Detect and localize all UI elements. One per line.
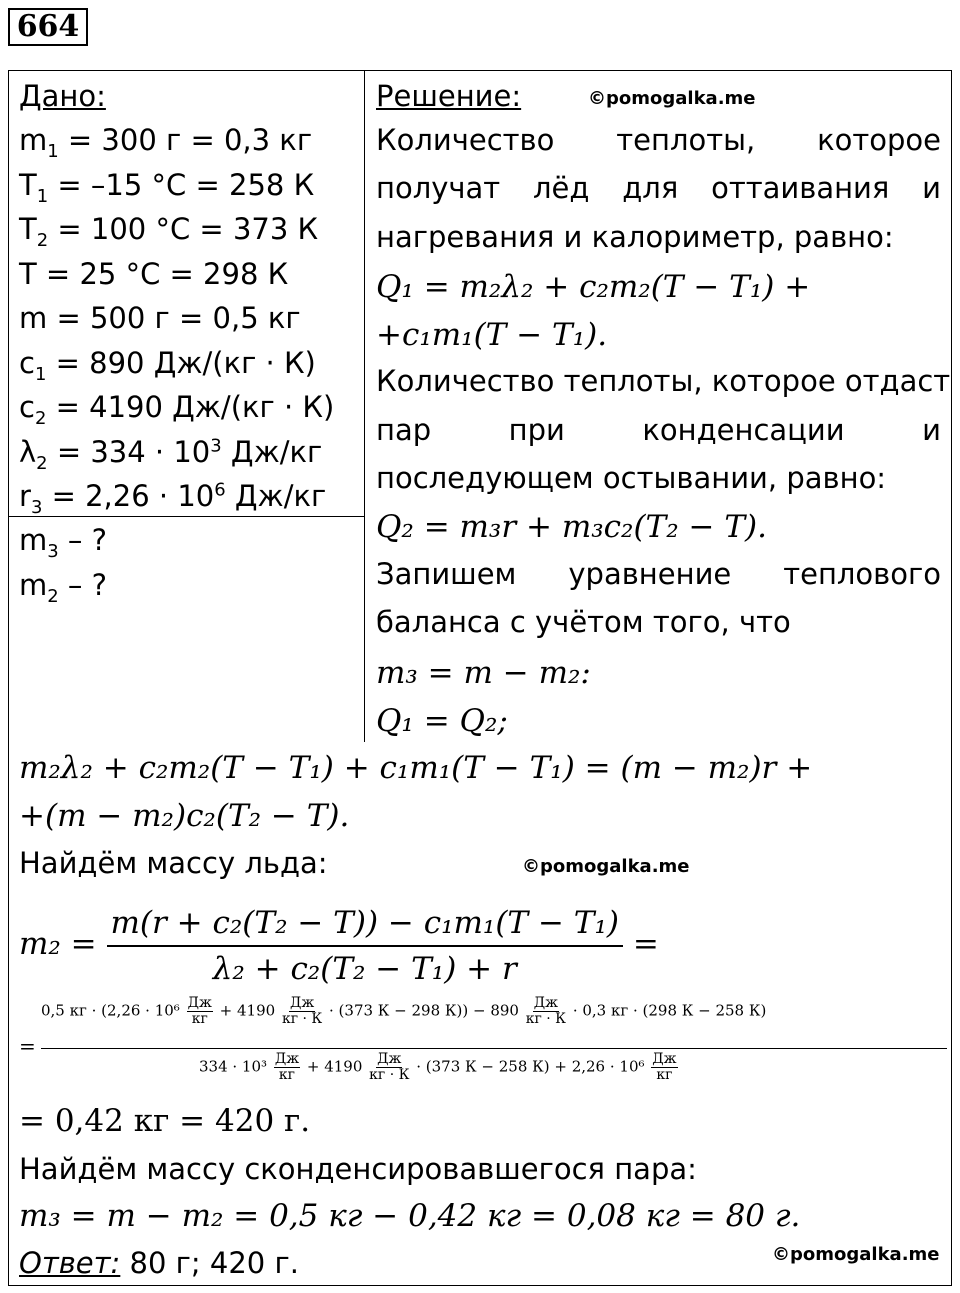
find-steam-text: Найдём массу сконденсировавшегося пара: xyxy=(19,1152,697,1186)
find-line-b: – ? xyxy=(58,567,108,602)
unit-num: Дж xyxy=(533,995,559,1011)
equation-m2-formula xyxy=(19,898,659,991)
answer-label: Ответ: xyxy=(19,1246,121,1280)
given-line xyxy=(19,474,326,518)
given-line-s: 3 xyxy=(30,496,43,518)
word: и xyxy=(922,413,941,447)
given-line xyxy=(19,430,322,474)
equation-m3-relation: m₃ = m − m₂: xyxy=(376,655,591,691)
unit-fraction xyxy=(526,996,566,1027)
word: оттаивания xyxy=(711,171,890,205)
solution-heading: Решение: xyxy=(376,79,522,113)
watermark: ©pomogalka.me xyxy=(588,88,756,109)
unit-num: Дж xyxy=(377,1051,402,1067)
num-part-c: · (373 К − 298 К)) − 890 xyxy=(329,1001,519,1020)
given-line-a: m = 500 г = 0,5 кг xyxy=(19,301,301,335)
word: пар xyxy=(376,413,432,447)
m2-denominator: λ₂ + c₂(T₂ − T₁) + r xyxy=(212,950,517,987)
paragraph-1-line-2 xyxy=(376,164,941,212)
given-line-a: T xyxy=(19,212,37,246)
word: уравнение xyxy=(568,557,732,591)
m2-equals: = xyxy=(632,926,659,962)
given-line-a: c xyxy=(19,390,35,424)
word: и xyxy=(922,171,941,205)
num-part-b: + 4190 xyxy=(219,1001,276,1020)
unit-fraction xyxy=(651,1052,677,1083)
unit-fraction xyxy=(369,1052,409,1083)
den-part-c: · (373 К − 258 К) + 2,26 · 10⁶ xyxy=(416,1057,645,1076)
given-line-a: r xyxy=(19,479,31,513)
watermark: ©pomogalka.me xyxy=(522,856,690,877)
given-line xyxy=(19,207,318,251)
paragraph-2-line-3: последующем остывании, равно: xyxy=(376,461,887,495)
unit-den: кг · К xyxy=(281,1011,323,1027)
find-line xyxy=(19,518,107,562)
given-line xyxy=(19,296,301,340)
unit-fraction xyxy=(282,996,322,1027)
given-line xyxy=(19,118,312,162)
given-line-s: 2 xyxy=(34,407,47,429)
unit-num: Дж xyxy=(187,995,212,1011)
watermark: ©pomogalka.me xyxy=(772,1244,940,1265)
unit-fraction xyxy=(187,996,213,1027)
find-line-a: m xyxy=(19,523,48,557)
m2-fraction xyxy=(107,901,623,991)
paragraph-1-line-1 xyxy=(376,116,941,164)
given-line-c: Дж/кг xyxy=(225,479,327,513)
given-line-a: λ xyxy=(19,434,37,469)
unit-num: Дж xyxy=(652,1051,677,1067)
equation-q1-part2: +c₁m₁(T − T₁). xyxy=(376,317,608,353)
given-line-s: 1 xyxy=(36,185,49,207)
given-line-p: 3 xyxy=(210,434,222,456)
given-line-a: c xyxy=(19,345,35,380)
given-line xyxy=(19,385,334,429)
unit-fraction xyxy=(274,1052,300,1083)
given-line-b: = –15 °C = 258 К xyxy=(48,167,315,202)
paragraph-3-line-2: баланса с учётом того, что xyxy=(376,605,791,639)
given-line-b: = 300 г = 0,3 кг xyxy=(58,123,313,157)
unit-den: кг xyxy=(278,1067,295,1083)
find-line-a: m xyxy=(19,567,48,602)
find-line xyxy=(19,563,107,607)
answer-line xyxy=(19,1241,299,1285)
word: лёд xyxy=(533,171,590,205)
given-line-a: m xyxy=(19,123,48,157)
den-part-b: + 4190 xyxy=(306,1057,363,1076)
substitution-denominator xyxy=(199,1052,680,1083)
given-line-p: 6 xyxy=(214,479,226,501)
word: Запишем xyxy=(376,557,517,591)
given-line-b: = 100 °C = 373 К xyxy=(48,212,319,246)
answer-value: 80 г; 420 г. xyxy=(120,1246,299,1280)
equation-heat-balance: Q₁ = Q₂; xyxy=(376,703,508,739)
num-part-d: · 0,3 кг · (298 К − 258 К) xyxy=(572,1001,767,1020)
word: которое xyxy=(817,123,941,157)
result-m2: = 0,42 кг = 420 г. xyxy=(19,1103,311,1139)
find-ice-text: Найдём массу льда: xyxy=(19,846,328,880)
given-line-c: Дж/кг xyxy=(221,434,323,469)
given-heading: Дано: xyxy=(19,79,106,113)
equation-q1-part1: Q₁ = m₂λ₂ + c₂m₂(T − T₁) + xyxy=(376,269,811,305)
given-line-b: = 334 · 10 xyxy=(47,434,211,469)
paragraph-3-line-1 xyxy=(376,550,941,598)
substitution-equals: = xyxy=(19,1034,36,1058)
unit-num: Дж xyxy=(289,995,315,1011)
word: при xyxy=(508,413,565,447)
problem-number: 664 xyxy=(8,8,88,46)
m2-lhs: m₂ = xyxy=(19,926,97,962)
unit-num: Дж xyxy=(274,1051,300,1067)
given-line-s: 2 xyxy=(36,452,48,474)
den-part-a: 334 · 10³ xyxy=(199,1057,268,1076)
find-line-s: 3 xyxy=(47,540,59,562)
unit-den: кг xyxy=(191,1011,208,1027)
word: получат xyxy=(376,171,501,205)
given-line-b: = 4190 Дж/(кг · К) xyxy=(46,390,335,424)
given-line xyxy=(19,252,288,296)
num-part-a: 0,5 кг · (2,26 · 10⁶ xyxy=(41,1001,180,1020)
column-divider xyxy=(364,70,365,742)
find-line-s: 2 xyxy=(47,585,59,607)
substitution-numerator xyxy=(41,996,766,1027)
word: теплового xyxy=(783,557,941,591)
word: конденсации xyxy=(642,413,845,447)
given-line xyxy=(19,163,314,207)
given-line-b: = 2,26 · 10 xyxy=(42,479,215,513)
given-line-a: T = 25 °C = 298 К xyxy=(19,256,289,291)
find-line-b: – ? xyxy=(58,523,108,557)
paragraph-2-line-1: Количество теплоты, которое отдаст xyxy=(376,364,951,398)
m2-numerator: m(r + c₂(T₂ − T)) − c₁m₁(T − T₁) xyxy=(107,901,623,947)
equation-balance-expanded-1: m₂λ₂ + c₂m₂(T − T₁) + c₁m₁(T − T₁) = (m − m₂)r + xyxy=(19,750,813,786)
given-line-s: 1 xyxy=(47,140,59,162)
given-line-s: 1 xyxy=(34,363,47,385)
unit-den: кг xyxy=(656,1067,673,1083)
paragraph-2-line-2 xyxy=(376,406,941,454)
unit-den: кг · К xyxy=(525,1011,567,1027)
given-line xyxy=(19,341,316,385)
equation-balance-expanded-2: +(m − m₂)c₂(T₂ − T). xyxy=(19,798,350,834)
given-line-a: T xyxy=(19,167,37,202)
given-line-s: 2 xyxy=(36,229,49,251)
word: теплоты, xyxy=(616,123,756,157)
paragraph-1-line-3: нагревания и калориметр, равно: xyxy=(376,220,894,254)
given-line-b: = 890 Дж/(кг · К) xyxy=(46,345,316,380)
unit-den: кг · К xyxy=(369,1067,410,1083)
word: Количество xyxy=(376,123,555,157)
equation-m3-result: m₃ = m − m₂ = 0,5 кг − 0,42 кг = 0,08 кг = 80 г. xyxy=(19,1198,801,1234)
substitution-fraction-bar xyxy=(41,1048,947,1049)
word: для xyxy=(622,171,679,205)
equation-q2: Q₂ = m₃r + m₃c₂(T₂ − T). xyxy=(376,509,767,545)
